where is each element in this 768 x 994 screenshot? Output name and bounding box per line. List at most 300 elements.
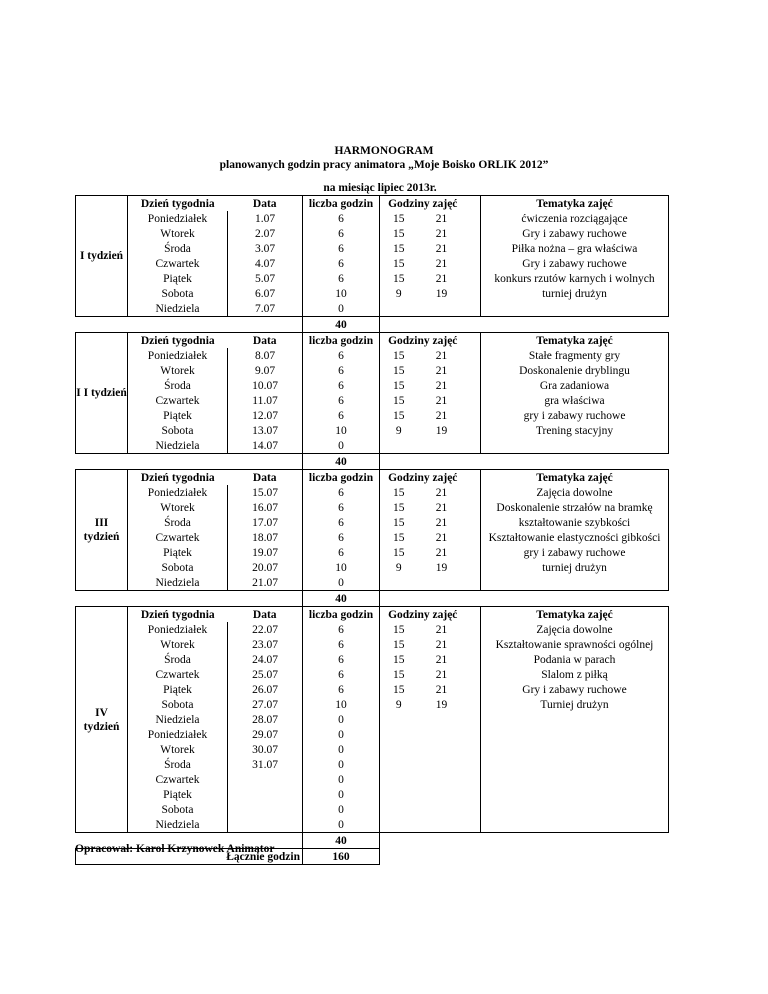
date-cell: 23.07: [228, 637, 303, 652]
column-header-hours: liczba godzin: [303, 607, 380, 623]
table-row: [76, 211, 669, 226]
topic-cell: Kształtowanie sprawności ogólnej: [481, 637, 669, 652]
spacer-cell: [466, 378, 481, 393]
end-hour-cell: 21: [435, 394, 448, 407]
column-header-topic: Tematyka zajęć: [481, 333, 669, 349]
end-hour-cell: [418, 727, 466, 742]
topic-cell: Gry i zabawy ruchowe: [481, 682, 669, 697]
start-hour-cell: 15: [393, 227, 405, 240]
end-hour-cell: 21: [435, 531, 448, 544]
topic-cell: turniej drużyn: [481, 560, 669, 575]
hours-cell: 0: [303, 787, 380, 802]
spacer-cell: [466, 500, 481, 515]
empty-cell: [228, 454, 303, 470]
spacer-cell: [466, 301, 481, 317]
column-header-date: Data: [228, 470, 303, 486]
start-hour-cell: 15: [393, 486, 405, 499]
topic-cell: Piłka nożna – gra właściwa: [481, 241, 669, 256]
spacer-cell: [466, 241, 481, 256]
spacer-cell: [466, 271, 481, 286]
date-cell: [228, 787, 303, 802]
date-cell: 11.07: [228, 393, 303, 408]
day-cell: Wtorek: [128, 742, 228, 757]
topic-cell: [481, 727, 669, 742]
day-cell: Piątek: [128, 408, 228, 423]
end-hour-cell: 21: [435, 227, 448, 240]
date-cell: 17.07: [228, 515, 303, 530]
hours-cell: 6: [303, 530, 380, 545]
end-hour-cell: 21: [435, 501, 448, 514]
topic-cell: [481, 802, 669, 817]
start-hour-cell: 15: [393, 394, 405, 407]
hours-cell: 6: [303, 348, 380, 363]
hours-cell: 6: [303, 652, 380, 667]
start-hour-cell: 15: [393, 349, 405, 362]
column-header-day: Dzień tygodnia: [128, 470, 228, 486]
table-row: [76, 560, 669, 575]
spacer-cell: [466, 196, 481, 212]
table-row: [76, 423, 669, 438]
day-cell: Piątek: [128, 271, 228, 286]
end-hour-cell: 21: [435, 242, 448, 255]
table-row: [76, 485, 669, 500]
topic-cell: [481, 438, 669, 454]
hours-cell: 0: [303, 757, 380, 772]
hours-cell: 10: [303, 286, 380, 301]
table-row: [76, 500, 669, 515]
column-header-hours: liczba godzin: [303, 196, 380, 212]
empty-cell: [76, 591, 128, 607]
table-row: [76, 697, 669, 712]
topic-cell: Stałe fragmenty gry: [481, 348, 669, 363]
week-header-row: [76, 470, 669, 486]
date-cell: 22.07: [228, 622, 303, 637]
week-total-row: [76, 454, 669, 470]
table-row: [76, 408, 669, 423]
spacer-cell: [466, 438, 481, 454]
start-hour-cell: 15: [393, 516, 405, 529]
start-hour-cell: 15: [393, 272, 405, 285]
table-row: [76, 575, 669, 591]
table-row: [76, 817, 669, 833]
day-cell: Niedziela: [128, 301, 228, 317]
spacer-cell: [466, 697, 481, 712]
start-hour-cell: [380, 802, 418, 817]
empty-cell: [128, 591, 228, 607]
date-cell: 7.07: [228, 301, 303, 317]
week-label: I tydzień: [76, 196, 128, 317]
date-cell: [228, 802, 303, 817]
topic-cell: Slalom z piłką: [481, 667, 669, 682]
date-cell: 27.07: [228, 697, 303, 712]
start-hour-cell: 15: [393, 623, 405, 636]
end-hour-cell: [418, 301, 466, 317]
end-hour-cell: [418, 438, 466, 454]
table-row: [76, 530, 669, 545]
empty-cell: [481, 454, 669, 470]
date-cell: 20.07: [228, 560, 303, 575]
table-row: [76, 515, 669, 530]
day-cell: Poniedziałek: [128, 211, 228, 226]
column-header-hours: liczba godzin: [303, 333, 380, 349]
day-cell: Czwartek: [128, 667, 228, 682]
table-row: [76, 727, 669, 742]
day-cell: Środa: [128, 652, 228, 667]
empty-cell: [380, 454, 418, 470]
table-row: [76, 637, 669, 652]
day-cell: Sobota: [128, 802, 228, 817]
table-row: [76, 667, 669, 682]
spacer-cell: [466, 470, 481, 486]
column-header-topic: Tematyka zajęć: [481, 470, 669, 486]
spacer-cell: [466, 408, 481, 423]
day-cell: Wtorek: [128, 637, 228, 652]
table-row: [76, 802, 669, 817]
week-total-hours: 40: [303, 833, 380, 849]
empty-cell: [76, 454, 128, 470]
hours-cell: 10: [303, 697, 380, 712]
column-header-date: Data: [228, 333, 303, 349]
topic-cell: [481, 742, 669, 757]
date-cell: 1.07: [228, 211, 303, 226]
end-hour-cell: 21: [435, 379, 448, 392]
start-hour-cell: 9: [395, 561, 402, 574]
day-cell: Piątek: [128, 682, 228, 697]
spacer-cell: [466, 622, 481, 637]
hours-cell: 6: [303, 637, 380, 652]
hours-cell: 6: [303, 241, 380, 256]
week-label: I I tydzień: [76, 333, 128, 454]
week-header-row: [76, 333, 669, 349]
empty-cell: [228, 591, 303, 607]
date-cell: 31.07: [228, 757, 303, 772]
hours-cell: 0: [303, 575, 380, 591]
spacer-cell: [466, 286, 481, 301]
column-header-times: Godziny zajęć: [380, 607, 466, 623]
week-total-hours: 40: [303, 454, 380, 470]
end-hour-cell: [418, 757, 466, 772]
start-hour-cell: [380, 712, 418, 727]
day-cell: Czwartek: [128, 393, 228, 408]
day-cell: Sobota: [128, 560, 228, 575]
start-hour-cell: [380, 438, 418, 454]
table-row: [76, 226, 669, 241]
spacer-cell: [466, 363, 481, 378]
date-cell: 16.07: [228, 500, 303, 515]
topic-cell: ćwiczenia rozciągające: [481, 211, 669, 226]
empty-cell: [466, 833, 481, 849]
date-cell: 4.07: [228, 256, 303, 271]
end-hour-cell: 21: [435, 638, 448, 651]
spacer-cell: [466, 333, 481, 349]
spacer-cell: [466, 515, 481, 530]
day-cell: Czwartek: [128, 530, 228, 545]
empty-cell: [481, 591, 669, 607]
day-cell: Poniedziałek: [128, 727, 228, 742]
end-hour-cell: 21: [435, 486, 448, 499]
spacer-cell: [466, 545, 481, 560]
start-hour-cell: 15: [393, 668, 405, 681]
spacer-cell: [466, 530, 481, 545]
hours-cell: 6: [303, 363, 380, 378]
empty-cell: [466, 591, 481, 607]
end-hour-cell: 21: [435, 272, 448, 285]
empty-cell: [418, 591, 466, 607]
day-cell: Niedziela: [128, 817, 228, 833]
column-header-hours: liczba godzin: [303, 470, 380, 486]
spacer-cell: [466, 787, 481, 802]
date-cell: 19.07: [228, 545, 303, 560]
end-hour-cell: 19: [435, 424, 448, 437]
topic-cell: [481, 787, 669, 802]
start-hour-cell: 15: [393, 257, 405, 270]
spacer-cell: [466, 423, 481, 438]
topic-cell: Zajęcia dowolne: [481, 622, 669, 637]
empty-cell: [228, 317, 303, 333]
date-cell: 8.07: [228, 348, 303, 363]
start-hour-cell: 9: [395, 698, 402, 711]
start-hour-cell: [380, 301, 418, 317]
date-cell: 26.07: [228, 682, 303, 697]
table-row: [76, 301, 669, 317]
empty-cell: [418, 833, 466, 849]
day-cell: Piątek: [128, 787, 228, 802]
table-row: [76, 256, 669, 271]
start-hour-cell: 9: [395, 287, 402, 300]
empty-cell: [466, 317, 481, 333]
date-cell: [228, 772, 303, 787]
topic-cell: Gra zadaniowa: [481, 378, 669, 393]
hours-cell: 6: [303, 500, 380, 515]
table-row: [76, 241, 669, 256]
hours-cell: 6: [303, 226, 380, 241]
author-footer: Opracował: Karol Krzynowek Animator: [75, 843, 275, 855]
end-hour-cell: 21: [435, 349, 448, 362]
empty-cell: [418, 454, 466, 470]
date-cell: 2.07: [228, 226, 303, 241]
hours-cell: 10: [303, 423, 380, 438]
topic-cell: gry i zabawy ruchowe: [481, 408, 669, 423]
start-hour-cell: 15: [393, 409, 405, 422]
empty-cell: [481, 317, 669, 333]
topic-cell: Doskonalenie strzałów na bramkę: [481, 500, 669, 515]
date-cell: 9.07: [228, 363, 303, 378]
week-label: III tydzień: [76, 470, 128, 591]
end-hour-cell: [418, 787, 466, 802]
topic-cell: Gry i zabawy ruchowe: [481, 226, 669, 241]
end-hour-cell: [418, 802, 466, 817]
start-hour-cell: 15: [393, 638, 405, 651]
topic-cell: turniej drużyn: [481, 286, 669, 301]
date-cell: 28.07: [228, 712, 303, 727]
column-header-day: Dzień tygodnia: [128, 607, 228, 623]
topic-cell: kształtowanie szybkości: [481, 515, 669, 530]
topic-cell: Zajęcia dowolne: [481, 485, 669, 500]
start-hour-cell: [380, 772, 418, 787]
end-hour-cell: 21: [435, 257, 448, 270]
start-hour-cell: 15: [393, 683, 405, 696]
day-cell: Poniedziałek: [128, 622, 228, 637]
day-cell: Poniedziałek: [128, 348, 228, 363]
day-cell: Wtorek: [128, 500, 228, 515]
start-hour-cell: 15: [393, 546, 405, 559]
spacer-cell: [466, 772, 481, 787]
day-cell: Niedziela: [128, 712, 228, 727]
hours-cell: 6: [303, 545, 380, 560]
spacer-cell: [466, 712, 481, 727]
spacer-cell: [466, 393, 481, 408]
table-row: [76, 682, 669, 697]
date-cell: 6.07: [228, 286, 303, 301]
end-hour-cell: 21: [435, 212, 448, 225]
hours-cell: 6: [303, 211, 380, 226]
column-header-date: Data: [228, 196, 303, 212]
week-label: IV tydzień: [76, 607, 128, 833]
date-cell: 10.07: [228, 378, 303, 393]
end-hour-cell: 19: [435, 561, 448, 574]
end-hour-cell: 21: [435, 668, 448, 681]
date-cell: 15.07: [228, 485, 303, 500]
week-total-row: [76, 591, 669, 607]
day-cell: Sobota: [128, 286, 228, 301]
column-header-times: Godziny zajęć: [380, 196, 466, 212]
spacer-cell: [466, 211, 481, 226]
day-cell: Niedziela: [128, 438, 228, 454]
spacer-cell: [466, 607, 481, 623]
spacer-cell: [466, 742, 481, 757]
table-row: [76, 363, 669, 378]
date-cell: 12.07: [228, 408, 303, 423]
topic-cell: Doskonalenie dryblingu: [481, 363, 669, 378]
end-hour-cell: 21: [435, 683, 448, 696]
end-hour-cell: 21: [435, 546, 448, 559]
column-header-topic: Tematyka zajęć: [481, 196, 669, 212]
empty-cell: [128, 317, 228, 333]
table-row: [76, 393, 669, 408]
column-header-topic: Tematyka zajęć: [481, 607, 669, 623]
empty-cell: [76, 317, 128, 333]
topic-cell: [481, 817, 669, 833]
document-subtitle: planowanych godzin pracy animatora „Moje Boisko ORLIK 2012”: [219, 159, 549, 171]
table-row: [76, 348, 669, 363]
end-hour-cell: 19: [435, 287, 448, 300]
spacer-cell: [466, 348, 481, 363]
spacer-cell: [466, 652, 481, 667]
empty-cell: [481, 833, 669, 849]
column-header-date: Data: [228, 607, 303, 623]
day-cell: Niedziela: [128, 575, 228, 591]
start-hour-cell: 15: [393, 364, 405, 377]
day-cell: Poniedziałek: [128, 485, 228, 500]
start-hour-cell: 15: [393, 653, 405, 666]
date-cell: 18.07: [228, 530, 303, 545]
date-cell: 21.07: [228, 575, 303, 591]
hours-cell: 0: [303, 301, 380, 317]
spacer-cell: [466, 560, 481, 575]
table-row: [76, 438, 669, 454]
hours-cell: 0: [303, 802, 380, 817]
hours-cell: 6: [303, 378, 380, 393]
day-cell: Środa: [128, 757, 228, 772]
topic-cell: [481, 712, 669, 727]
hours-cell: 6: [303, 667, 380, 682]
table-row: [76, 286, 669, 301]
schedule-table: [75, 195, 669, 865]
day-cell: Wtorek: [128, 363, 228, 378]
date-cell: 3.07: [228, 241, 303, 256]
empty-cell: [418, 317, 466, 333]
column-header-day: Dzień tygodnia: [128, 333, 228, 349]
start-hour-cell: [380, 742, 418, 757]
column-header-times: Godziny zajęć: [380, 333, 466, 349]
topic-cell: Gry i zabawy ruchowe: [481, 256, 669, 271]
date-cell: 25.07: [228, 667, 303, 682]
hours-cell: 0: [303, 817, 380, 833]
spacer-cell: [466, 667, 481, 682]
hours-cell: 0: [303, 712, 380, 727]
spacer-cell: [466, 226, 481, 241]
day-cell: Czwartek: [128, 772, 228, 787]
start-hour-cell: 15: [393, 242, 405, 255]
table-row: [76, 271, 669, 286]
hours-cell: 6: [303, 682, 380, 697]
spacer-cell: [466, 256, 481, 271]
grand-total-label: Łącznie godzin: [76, 849, 303, 865]
table-row: [76, 712, 669, 727]
column-header-day: Dzień tygodnia: [128, 196, 228, 212]
hours-cell: 6: [303, 256, 380, 271]
topic-cell: Podania w parach: [481, 652, 669, 667]
spacer-cell: [466, 637, 481, 652]
topic-cell: konkurs rzutów karnych i wolnych: [481, 271, 669, 286]
day-cell: Środa: [128, 515, 228, 530]
hours-cell: 0: [303, 727, 380, 742]
topic-cell: Kształtowanie elastyczności gibkości: [481, 530, 669, 545]
table-row: [76, 742, 669, 757]
empty-cell: [380, 317, 418, 333]
start-hour-cell: 9: [395, 424, 402, 437]
end-hour-cell: [418, 817, 466, 833]
hours-cell: 0: [303, 742, 380, 757]
table-row: [76, 652, 669, 667]
topic-cell: gry i zabawy ruchowe: [481, 545, 669, 560]
date-cell: 5.07: [228, 271, 303, 286]
end-hour-cell: [418, 575, 466, 591]
start-hour-cell: 15: [393, 212, 405, 225]
end-hour-cell: 21: [435, 364, 448, 377]
start-hour-cell: 15: [393, 379, 405, 392]
topic-cell: [481, 575, 669, 591]
hours-cell: 0: [303, 772, 380, 787]
day-cell: Sobota: [128, 697, 228, 712]
topic-cell: [481, 757, 669, 772]
topic-cell: Trening stacyjny: [481, 423, 669, 438]
end-hour-cell: 21: [435, 516, 448, 529]
end-hour-cell: [418, 712, 466, 727]
end-hour-cell: 21: [435, 409, 448, 422]
hours-cell: 6: [303, 408, 380, 423]
date-cell: 14.07: [228, 438, 303, 454]
spacer-cell: [466, 802, 481, 817]
date-cell: 13.07: [228, 423, 303, 438]
date-cell: [228, 817, 303, 833]
table-row: [76, 787, 669, 802]
empty-cell: [380, 833, 418, 849]
day-cell: Sobota: [128, 423, 228, 438]
empty-cell: [128, 454, 228, 470]
spacer-cell: [466, 727, 481, 742]
empty-cell: [380, 849, 669, 865]
